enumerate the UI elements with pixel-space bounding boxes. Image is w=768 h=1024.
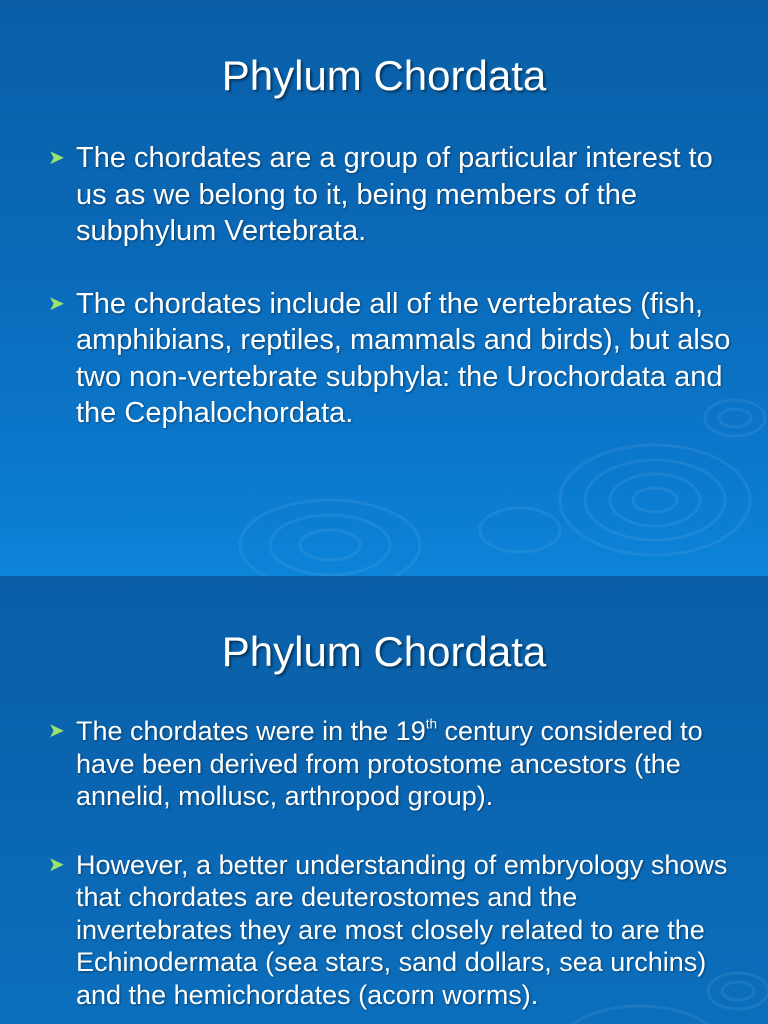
green-arrowhead-icon: ➤: [48, 720, 65, 742]
bullet-item: [46, 715, 736, 813]
slide-title: Phylum Chordata: [221, 628, 547, 675]
superscript: th: [425, 716, 437, 732]
slide-2: [0, 576, 768, 1024]
bullet-list: [46, 715, 736, 1024]
bullet-item: [46, 140, 736, 250]
green-arrowhead-icon: ➤: [48, 292, 65, 315]
bullet-text: However, a better understanding of embryology shows that chordates are deuterostomes and the invertebrates they are most closely related to are the Echinodermata (sea stars, sand dollars, sea urchins) and the hemichordates (acorn worms).: [76, 849, 728, 1010]
bullet-item: [46, 286, 736, 432]
bullet-text: The chordates include all of the vertebrates (fish, amphibians, reptiles, mammals and birds), but also two non-vertebrate subphyla: the Urochordata and the Cephalochordata.: [76, 287, 731, 429]
bullet-text: The chordates were in the 19th century considered to have been derived from protostome ancestors (the annelid, mollusc, arthropod group).: [76, 716, 703, 811]
slide-title: Phylum Chordata: [221, 52, 547, 99]
bullet-list: [46, 140, 736, 468]
green-arrowhead-icon: ➤: [48, 853, 65, 876]
bullet-item: [46, 849, 736, 1012]
bullet-text: The chordates are a group of particular interest to us as we belong to it, being members of the subphylum Vertebrata.: [76, 142, 713, 247]
green-arrowhead-icon: ➤: [48, 147, 65, 169]
